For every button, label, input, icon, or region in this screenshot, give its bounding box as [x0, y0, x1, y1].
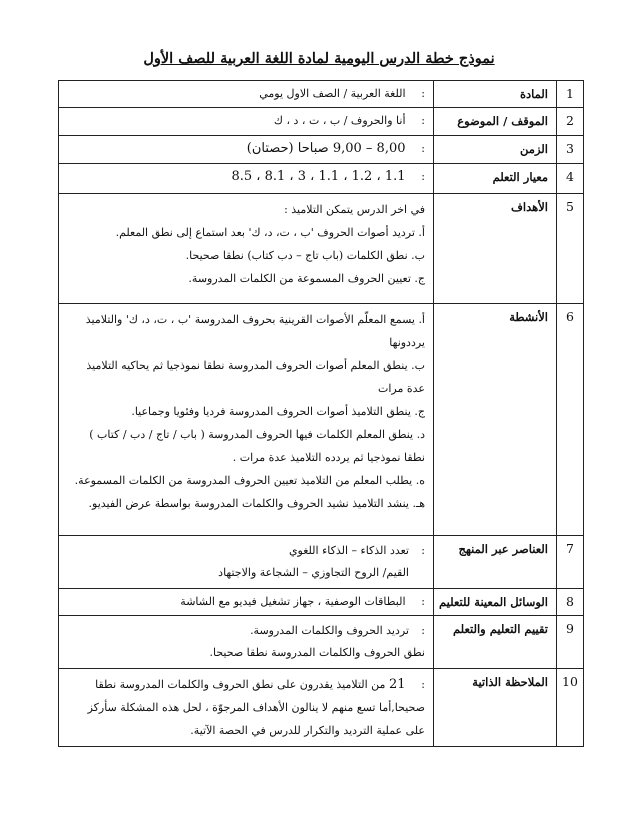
teaching-aids-value: البطاقات الوصفية ، جهاز تشغيل فيديو مع الشاشة	[180, 595, 406, 608]
row-label-subject: المادة	[434, 81, 557, 108]
cross-item-text: تعدد الذكاء – الذكاء اللغوي	[288, 544, 409, 557]
colon: :	[421, 678, 425, 691]
table-row	[59, 669, 584, 747]
assessment-item	[65, 620, 425, 642]
table-row	[59, 194, 584, 304]
row-label-cross-curriculum: العناصر عبر المنهج	[434, 536, 557, 589]
activity-item: هـ. ينشد التلاميذ نشيد الحروف والكلمات المدروسة بواسطة عرض الفيديو.	[88, 497, 425, 510]
colon: :	[421, 544, 425, 557]
colon: :	[421, 170, 425, 183]
cross-item	[65, 540, 425, 562]
row-value-teaching-aids	[59, 589, 434, 616]
reflection-count: 21	[388, 677, 406, 692]
activity-item: ب. ينطق المعلم أصوات الحروف المدروسة نطقا نموذجيا ثم يحاكيه التلاميذ عدة مرات	[86, 359, 425, 395]
subject-value: اللغة العربية / الصف الاول يومي	[259, 87, 406, 100]
page-title: نموذج خطة الدرس اليومية لمادة اللغة العربية للصف الأول	[143, 50, 495, 67]
objective-item: أ. ترديد أصوات الحروف 'ب ، ت، د، ك' بعد استماع إلى نطق المعلم.	[115, 226, 425, 239]
row-value-standard	[59, 164, 434, 194]
table-row	[59, 536, 584, 589]
colon: :	[421, 624, 425, 637]
row-label-reflection: الملاحظة الذاتية	[434, 669, 557, 747]
row-label-assessment: تقييم التعليم والتعلم	[434, 616, 557, 669]
row-value-time	[59, 136, 434, 164]
lesson-plan-table	[58, 80, 584, 747]
objectives-intro: في اخر الدرس يتمكن التلاميذ :	[284, 203, 425, 216]
reflection-text: من التلاميذ يقدرون على نطق الحروف والكلمات المدروسة نطقا صحيحا,أما تسع منهم لا ينالون الأهداف المرجوّة ، لحل هذه المشكلة سأركز على عملية الترديد والتكرار للدرس في الحصة الآتية.	[87, 678, 425, 737]
objective-item: ب. نطق الكلمات (باب تاج – دب كتاب) نطقا صحيحا.	[185, 249, 425, 262]
row-label-standard: معيار التعلم	[434, 164, 557, 194]
row-number: 5	[557, 194, 584, 304]
table-row	[59, 589, 584, 616]
row-number: 7	[557, 536, 584, 589]
row-label-time: الزمن	[434, 136, 557, 164]
row-number: 6	[557, 304, 584, 536]
row-label-objectives: الأهداف	[434, 194, 557, 304]
table-row	[59, 81, 584, 108]
row-number: 3	[557, 136, 584, 164]
row-value-subject	[59, 81, 434, 108]
activity-item: د. ينطق المعلم الكلمات فيها الحروف المدروسة ( باب / تاج / دب / كتاب ) نطقا نموذجيا ثم يردده التلاميذ عدة مرات .	[89, 428, 425, 464]
row-value-activities	[59, 304, 434, 536]
colon: :	[421, 114, 425, 127]
table-row	[59, 108, 584, 136]
row-label-teaching-aids: الوسائل المعينة للتعليم	[434, 589, 557, 616]
row-value-topic	[59, 108, 434, 136]
row-value-assessment	[59, 616, 434, 669]
colon: :	[421, 595, 425, 608]
row-number: 2	[557, 108, 584, 136]
activity-item: ه. يطلب المعلم من التلاميذ تعيين الحروف المدروسة من الكلمات المسموعة.	[74, 474, 425, 487]
colon: :	[421, 87, 425, 100]
table-row	[59, 164, 584, 194]
activity-item: أ. يسمع المعلّم الأصوات القرينية بحروف المدروسة 'ب ، ت، د، ك' والتلاميذ يرددونها	[85, 313, 425, 349]
time-value: 8,00 – 9,00 صباحا (حصتان)	[246, 141, 406, 156]
row-number: 9	[557, 616, 584, 669]
table-row	[59, 136, 584, 164]
table-row	[59, 616, 584, 669]
row-value-cross-curriculum	[59, 536, 434, 589]
row-label-topic: الموقف / الموضوع	[434, 108, 557, 136]
table-row	[59, 304, 584, 536]
row-value-reflection	[59, 669, 434, 747]
cross-item-text: القيم/ الروح التجاوزي – الشجاعة والاجتهاد	[218, 566, 409, 579]
topic-value: أنا والحروف / ب ، ت ، د ، ك	[273, 114, 406, 127]
colon: :	[421, 142, 425, 155]
objective-item: ج. تعيين الحروف المسموعة من الكلمات المدروسة.	[188, 272, 425, 285]
row-label-activities: الأنشطة	[434, 304, 557, 536]
assessment-item: نطق الحروف والكلمات المدروسة نطقا صحيحا.	[209, 646, 425, 659]
row-number: 8	[557, 589, 584, 616]
activity-item: ج. ينطق التلاميذ أصوات الحروف المدروسة فرديا وفئويا وجماعيا.	[131, 405, 425, 418]
row-number: 4	[557, 164, 584, 194]
cross-item	[65, 562, 425, 584]
row-number: 1	[557, 81, 584, 108]
standard-value: 1.1 ، 1.2 ، 1.1 ، 3 ، 8.1 ، 8.5	[231, 169, 406, 184]
row-value-objectives	[59, 194, 434, 304]
row-number: 10	[557, 669, 584, 747]
assessment-item-text: ترديد الحروف والكلمات المدروسة.	[250, 624, 409, 637]
